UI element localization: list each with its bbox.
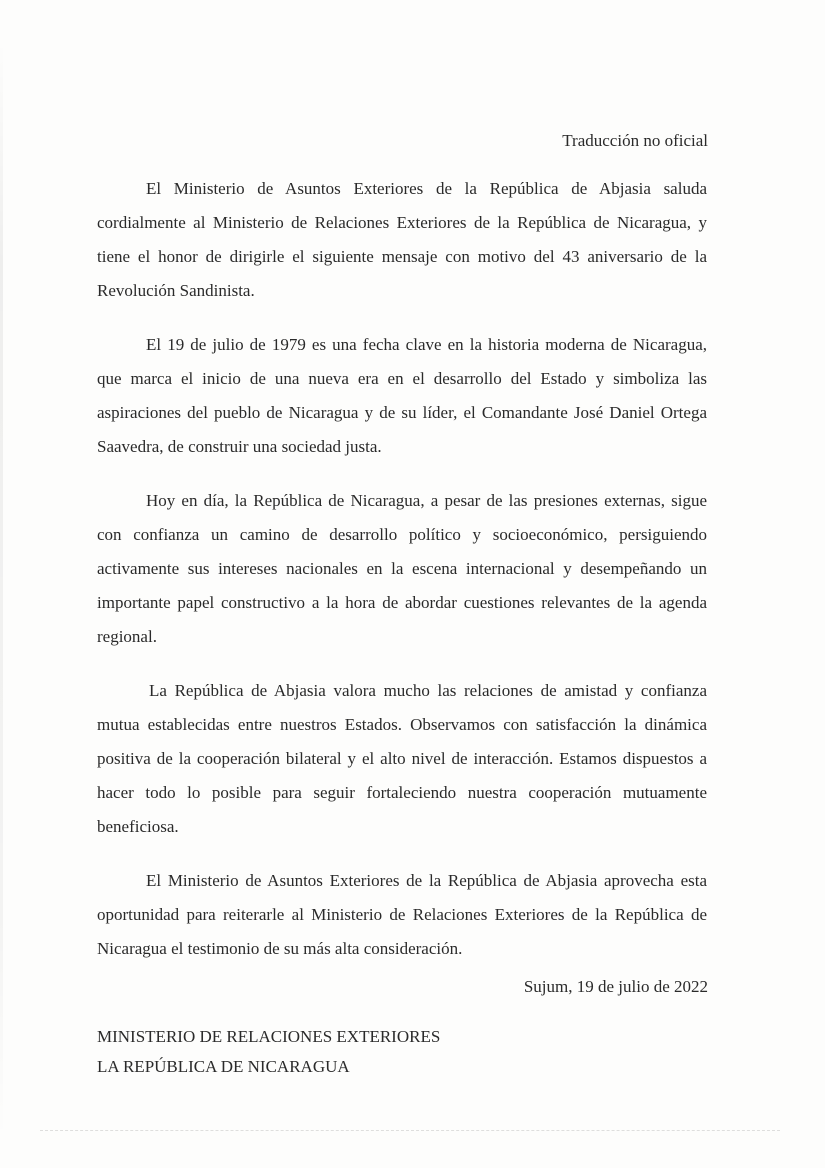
addressee-line-2: LA REPÚBLICA DE NICARAGUA <box>97 1057 350 1076</box>
unofficial-translation-note: Traducción no oficial <box>562 131 708 150</box>
addressee-line-1: MINISTERIO DE RELACIONES EXTERIORES <box>97 1027 441 1046</box>
letter-body <box>97 172 707 986</box>
addressee-block <box>97 1022 440 1082</box>
paragraph-closing: El Ministerio de Asuntos Exteriores de la República de Abjasia aprovecha esta oportunidad para reiterarle al Ministerio de Relaciones Exteriores de la República de Nicaragua el testimonio de su más alta consideración. <box>97 871 707 958</box>
paragraph-history: El 19 de julio de 1979 es una fecha clave en la historia moderna de Nicaragua, que marca el inicio de una nueva era en el desarrollo del Estado y simboliza las aspiraciones del pueblo de Nicaragua y de su líder, el Comandante José Daniel Ortega Saavedra, de construir una sociedad justa. <box>97 335 707 456</box>
place-and-date: Sujum, 19 de julio de 2022 <box>523 977 708 996</box>
paragraph-present: Hoy en día, la República de Nicaragua, a pesar de las presiones externas, sigue con confianza un camino de desarrollo político y socioeconómico, persiguiendo activamente sus intereses nacionales en la escena internacional y desempeñando un importante papel constructivo a la hora de abordar cuestiones relevantes de la agenda regional. <box>97 491 707 646</box>
paragraph-relations: La República de Abjasia valora mucho las relaciones de amistad y confianza mutua establecidas entre nuestros Estados. Observamos con satisfacción la dinámica positiva de la cooperación bilateral y el alto nivel de interacción. Estamos dispuestos a hacer todo lo posible para seguir fortaleciendo nuestra cooperación mutuamente beneficiosa. <box>97 681 707 836</box>
scan-edge-shadow <box>0 40 3 1140</box>
paragraph-greeting: El Ministerio de Asuntos Exteriores de la República de Abjasia saluda cordialmente al Ministerio de Relaciones Exteriores de la República de Nicaragua, y tiene el honor de dirigirle el siguiente mensaje con motivo del 43 aniversario de la Revolución Sandinista. <box>97 179 707 300</box>
scan-bottom-edge <box>40 1130 780 1132</box>
